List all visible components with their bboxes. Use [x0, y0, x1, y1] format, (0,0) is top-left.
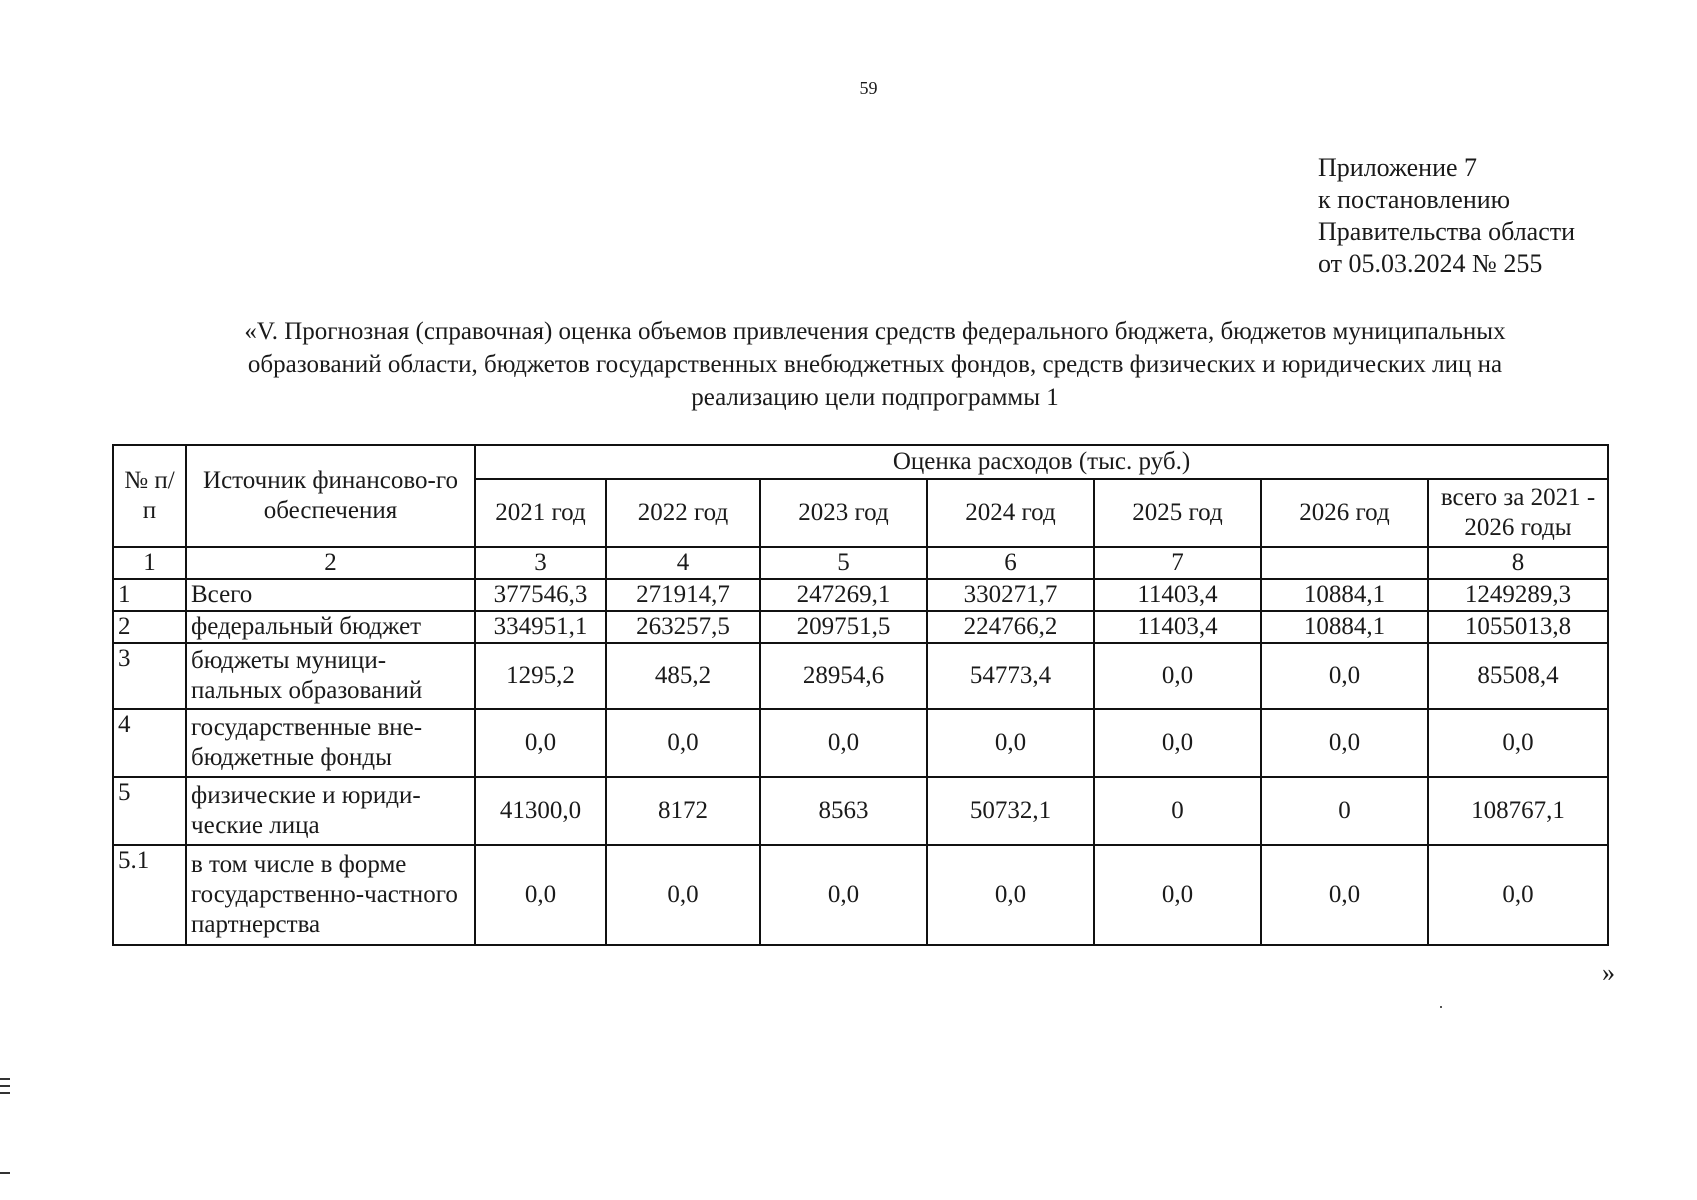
row-value: 0,0 — [606, 709, 760, 777]
row-value: 54773,4 — [927, 643, 1094, 709]
row-value: 0,0 — [475, 845, 606, 945]
row-value: 10884,1 — [1261, 579, 1428, 611]
row-total: 0,0 — [1428, 709, 1608, 777]
row-value: 0,0 — [1261, 845, 1428, 945]
section-heading — [150, 315, 1600, 414]
page-number: 59 — [859, 78, 878, 98]
row-value: 8172 — [606, 777, 760, 845]
column-index: 3 — [475, 547, 606, 579]
heading-line: реализацию цели подпрограммы 1 — [691, 384, 1059, 411]
row-total: 0,0 — [1428, 845, 1608, 945]
row-source: бюджеты муници-пальных образований — [186, 643, 475, 709]
year-header: 2022 год — [606, 479, 760, 547]
row-value: 0 — [1094, 777, 1261, 845]
row-source: федеральный бюджет — [186, 611, 475, 643]
row-value: 8563 — [760, 777, 927, 845]
table-row — [113, 579, 1608, 611]
row-number: 5 — [113, 777, 186, 845]
row-value: 330271,7 — [927, 579, 1094, 611]
row-value: 263257,5 — [606, 611, 760, 643]
row-value: 10884,1 — [1261, 611, 1428, 643]
column-index: 6 — [927, 547, 1094, 579]
table-row — [113, 777, 1608, 845]
column-index-row — [113, 547, 1608, 579]
row-value: 41300,0 — [475, 777, 606, 845]
row-number: 3 — [113, 643, 186, 709]
column-index: 5 — [760, 547, 927, 579]
table-row — [113, 709, 1608, 777]
appendix-line: Приложение 7 — [1318, 153, 1478, 182]
row-value: 0,0 — [1094, 845, 1261, 945]
row-value: 1295,2 — [475, 643, 606, 709]
expense-group-header: Оценка расходов (тыс. руб.) — [475, 445, 1608, 479]
column-index: 4 — [606, 547, 760, 579]
row-source: в том числе в форме государственно-частного партнерства — [186, 845, 475, 945]
heading-line: образований области, бюджетов государственных внебюджетных фондов, средств физических и юридических лиц на — [247, 351, 1503, 378]
total-header: всего за 2021 - 2026 годы — [1428, 479, 1608, 547]
row-number: 1 — [113, 579, 186, 611]
row-value: 50732,1 — [927, 777, 1094, 845]
year-header: 2024 год — [927, 479, 1094, 547]
row-value: 11403,4 — [1094, 611, 1261, 643]
column-index — [1261, 547, 1428, 579]
row-value: 0,0 — [927, 709, 1094, 777]
row-total: 1055013,8 — [1428, 611, 1608, 643]
row-value: 11403,4 — [1094, 579, 1261, 611]
row-total: 85508,4 — [1428, 643, 1608, 709]
row-value: 247269,1 — [760, 579, 927, 611]
row-number: 5.1 — [113, 845, 186, 945]
row-value: 0,0 — [760, 845, 927, 945]
column-index: 8 — [1428, 547, 1608, 579]
year-header: 2026 год — [1261, 479, 1428, 547]
row-value: 0,0 — [1094, 709, 1261, 777]
row-value: 0,0 — [475, 709, 606, 777]
appendix-line: Правительства области — [1318, 217, 1576, 246]
heading-line: «V. Прогнозная (справочная) оценка объемов привлечения средств федерального бюджета, бюджетов муниципальных — [244, 318, 1506, 345]
table-row — [113, 845, 1608, 945]
col-source-header: Источник финансово-го обеспечения — [186, 445, 475, 547]
row-value: 334951,1 — [475, 611, 606, 643]
row-source: Всего — [186, 579, 475, 611]
table-row — [113, 611, 1608, 643]
col-num-header: № п/п — [113, 445, 186, 547]
table-row — [113, 643, 1608, 709]
row-value: 377546,3 — [475, 579, 606, 611]
year-header: 2023 год — [760, 479, 927, 547]
year-header: 2025 год — [1094, 479, 1261, 547]
margin-mark — [0, 1092, 10, 1094]
row-value: 0,0 — [1094, 643, 1261, 709]
row-value: 0 — [1261, 777, 1428, 845]
row-number: 4 — [113, 709, 186, 777]
row-value: 209751,5 — [760, 611, 927, 643]
row-total: 1249289,3 — [1428, 579, 1608, 611]
row-total: 108767,1 — [1428, 777, 1608, 845]
row-source: физические и юриди-ческие лица — [186, 777, 475, 845]
funding-table — [112, 444, 1609, 946]
row-value: 224766,2 — [927, 611, 1094, 643]
margin-mark — [0, 1078, 10, 1080]
row-value: 271914,7 — [606, 579, 760, 611]
appendix-line: к постановлению — [1318, 185, 1511, 214]
margin-mark — [0, 1085, 10, 1087]
row-number: 2 — [113, 611, 186, 643]
row-value: 485,2 — [606, 643, 760, 709]
year-header: 2021 год — [475, 479, 606, 547]
margin-mark — [0, 1172, 10, 1174]
column-index: 7 — [1094, 547, 1261, 579]
column-index: 2 — [186, 547, 475, 579]
appendix-block — [1318, 152, 1575, 280]
closing-quote: » — [1602, 958, 1615, 987]
row-value: 0,0 — [927, 845, 1094, 945]
row-value: 0,0 — [1261, 643, 1428, 709]
appendix-line: от 05.03.2024 № 255 — [1318, 249, 1543, 278]
row-value: 0,0 — [760, 709, 927, 777]
scan-artifact — [1440, 1006, 1442, 1008]
row-value: 0,0 — [1261, 709, 1428, 777]
row-value: 28954,6 — [760, 643, 927, 709]
row-source: государственные вне-бюджетные фонды — [186, 709, 475, 777]
row-value: 0,0 — [606, 845, 760, 945]
column-index: 1 — [113, 547, 186, 579]
